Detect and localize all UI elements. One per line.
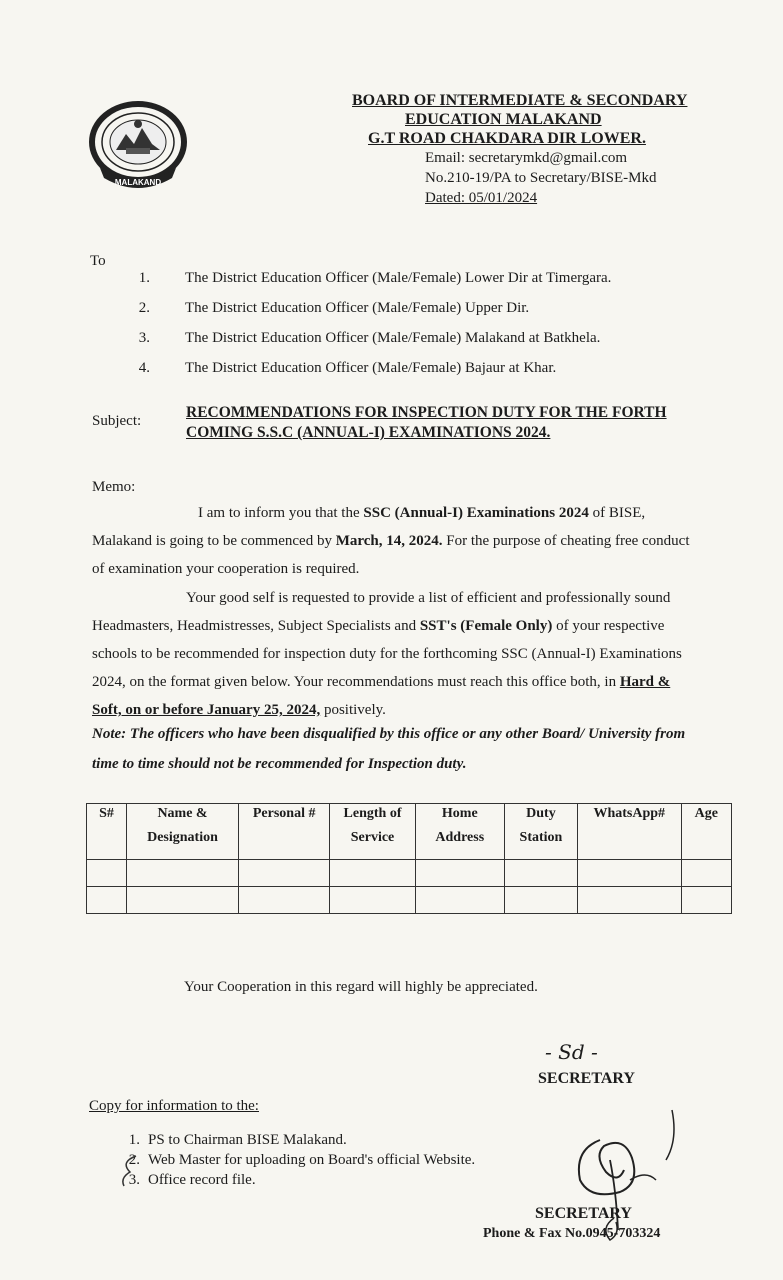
table-cell: [127, 860, 239, 887]
table-cell: [504, 887, 577, 914]
memo-paragraph-2: [92, 585, 717, 725]
table-cell: [415, 860, 504, 887]
table-header-cell: Name & Designation: [127, 804, 239, 860]
list-number: 1.: [138, 270, 150, 286]
commencement-date: March, 14, 2024.: [335, 533, 443, 549]
org-address: G.T ROAD CHAKDARA DIR LOWER.: [368, 130, 646, 147]
copy-item-text: Office record file.: [148, 1172, 256, 1188]
to-label: To: [90, 253, 106, 269]
list-number: 4.: [138, 360, 150, 376]
note-paragraph: [92, 721, 732, 779]
recipient-item: [120, 328, 740, 358]
memo-text: For the purpose of cheating free conduct: [442, 533, 690, 549]
table-cell: [238, 860, 329, 887]
recipient-text: The District Education Officer (Male/Female) Upper Dir.: [185, 300, 530, 316]
table-cell: [577, 887, 681, 914]
email: Email: secretarymkd@gmail.com: [425, 150, 628, 166]
exam-name: SSC (Annual-I) Examinations 2024: [363, 505, 589, 521]
list-number: 2.: [138, 300, 150, 316]
copy-item: [110, 1150, 550, 1170]
board-seal-logo: [86, 98, 190, 190]
subject-line1: RECOMMENDATIONS FOR INSPECTION DUTY FOR THE FORTH: [186, 404, 667, 421]
table-cell: [238, 887, 329, 914]
memo-text: of examination your cooperation is required.: [92, 561, 360, 577]
table-row: [87, 887, 732, 914]
table-cell: [87, 887, 127, 914]
footer-secretary: SECRETARY: [535, 1205, 632, 1222]
table-cell: [127, 887, 239, 914]
table-header-cell: Personal #: [238, 804, 329, 860]
recipient-list: [120, 268, 740, 388]
memo-text: 2024, on the format given below. Your recommendations must reach this office both, in: [92, 674, 620, 690]
table-cell: [330, 860, 415, 887]
recipient-text: The District Education Officer (Male/Female) Bajaur at Khar.: [185, 360, 557, 376]
list-number: 1.: [128, 1132, 140, 1148]
memo-text: Your good self is requested to provide a list of efficient and professionally sound: [186, 590, 671, 606]
memo-text: Headmasters, Headmistresses, Subject Specialists and: [92, 618, 420, 634]
copy-label: Copy for information to the:: [89, 1098, 259, 1114]
table-cell: [504, 860, 577, 887]
table-cell: [330, 887, 415, 914]
copy-item: [110, 1130, 550, 1150]
note-line: time to time should not be recommended for Inspection duty.: [92, 756, 467, 772]
recipient-item: [120, 358, 740, 388]
table-header-cell: Duty Station: [504, 804, 577, 860]
handwritten-tick: [116, 1150, 146, 1190]
table-header-cell: Age: [681, 804, 731, 860]
subject-line2: COMING S.S.C (ANNUAL-I) EXAMINATIONS 2024.: [186, 424, 551, 441]
org-name-line2: EDUCATION MALAKAND: [405, 111, 602, 128]
list-number: 3.: [128, 1172, 140, 1188]
table-header-cell: S#: [87, 804, 127, 860]
signature-title: SECRETARY: [538, 1070, 635, 1087]
sd-mark: - Sd -: [545, 1040, 598, 1064]
recipient-text: The District Education Officer (Male/Female) Lower Dir at Timergara.: [185, 270, 612, 286]
copy-item: [110, 1170, 550, 1190]
deadline-text: Soft, on or before January 25, 2024,: [92, 702, 321, 718]
table-header-cell: Length of Service: [330, 804, 415, 860]
table-cell: [415, 887, 504, 914]
table-cell: [681, 860, 731, 887]
memo-text: of BISE,: [588, 505, 646, 521]
table-header-row: [87, 804, 732, 860]
female-only-text: SST's (Female Only): [419, 618, 553, 634]
recipient-text: The District Education Officer (Male/Female) Malakand at Batkhela.: [185, 330, 601, 346]
table-cell: [577, 860, 681, 887]
table-cell: [681, 887, 731, 914]
memo-text: I am to inform you that the: [198, 505, 364, 521]
closing-line: Your Cooperation in this regard will highly be appreciated.: [184, 979, 538, 995]
list-number: 2.: [128, 1152, 140, 1168]
recipient-item: [120, 268, 740, 298]
copy-list: [110, 1130, 550, 1190]
recipient-item: [120, 298, 740, 328]
memo-text: schools to be recommended for inspection duty for the forthcoming SSC (Annual-I) Examinations: [92, 646, 682, 662]
copy-item-text: Web Master for uploading on Board's official Website.: [148, 1152, 476, 1168]
table-row: [87, 860, 732, 887]
date: Dated: 05/01/2024: [425, 190, 538, 206]
deadline-text: Hard &: [619, 674, 671, 690]
list-number: 3.: [138, 330, 150, 346]
org-name-line1: BOARD OF INTERMEDIATE & SECONDARY: [352, 92, 688, 109]
recommendation-table: [86, 803, 732, 914]
memo-label: Memo:: [92, 479, 136, 495]
memo-text: of your respective: [552, 618, 665, 634]
copy-item-text: PS to Chairman BISE Malakand.: [148, 1132, 347, 1148]
memo-text: Malakand is going to be commenced by: [92, 533, 336, 549]
phone-fax: Phone & Fax No.0945-703324: [483, 1226, 661, 1241]
memo-text: positively.: [320, 702, 386, 718]
note-line: Note: The officers who have been disqualified by this office or any other Board/ University from: [92, 726, 686, 742]
logo-text: MALAKAND: [114, 178, 162, 187]
subject-label: Subject:: [92, 413, 142, 429]
table-header-cell: Home Address: [415, 804, 504, 860]
reference-number: No.210-19/PA to Secretary/BISE-Mkd: [425, 170, 657, 186]
memo-paragraph-1: [92, 500, 717, 584]
table-header-cell: WhatsApp#: [577, 804, 681, 860]
table-cell: [87, 860, 127, 887]
